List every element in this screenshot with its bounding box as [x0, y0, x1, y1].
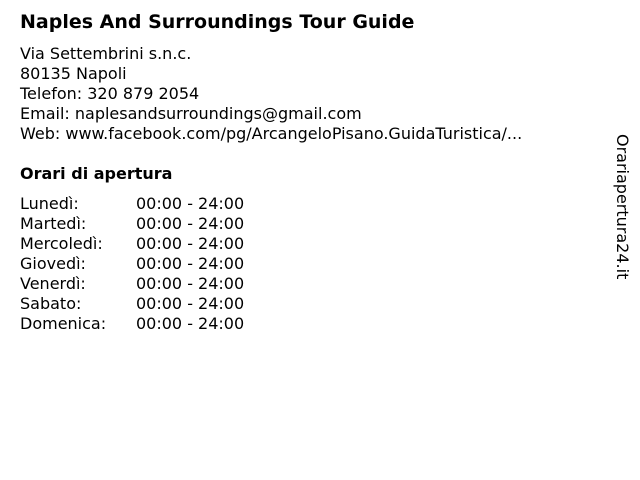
time-range: 00:00 - 24:00 — [136, 274, 245, 293]
phone-number[interactable]: Telefon: 320 879 2054 — [20, 84, 200, 103]
weekday-label: Sabato: — [20, 294, 82, 313]
time-range: 00:00 - 24:00 — [136, 294, 245, 313]
weekday-label: Venerdì: — [20, 274, 86, 293]
weekday-label: Giovedì: — [20, 254, 86, 273]
time-range: 00:00 - 24:00 — [136, 234, 245, 253]
time-range: 00:00 - 24:00 — [136, 314, 245, 333]
hours-row — [20, 294, 244, 314]
weekday-label: Domenica: — [20, 314, 107, 333]
opening-hours-heading: Orari di apertura — [20, 164, 173, 183]
hours-row — [20, 234, 244, 254]
hours-row — [20, 274, 244, 294]
email-address[interactable]: Email: naplesandsurroundings@gmail.com — [20, 104, 362, 123]
weekday-label: Martedì: — [20, 214, 87, 233]
hours-row — [20, 194, 244, 214]
weekday-label: Mercoledì: — [20, 234, 103, 253]
time-range: 00:00 - 24:00 — [136, 254, 245, 273]
hours-row — [20, 254, 244, 274]
address-city: 80135 Napoli — [20, 64, 127, 83]
business-name: Naples And Surroundings Tour Guide — [20, 11, 415, 33]
time-range: 00:00 - 24:00 — [136, 194, 245, 213]
weekday-label: Lunedì: — [20, 194, 79, 213]
site-brand-watermark: Orariapertura24.it — [613, 134, 632, 280]
time-range: 00:00 - 24:00 — [136, 214, 245, 233]
hours-row — [20, 314, 244, 334]
website-link[interactable]: Web: www.facebook.com/pg/ArcangeloPisano.GuidaTuristica/... — [20, 124, 523, 143]
hours-row — [20, 214, 244, 234]
business-contact-info — [20, 44, 522, 144]
address-street: Via Settembrini s.n.c. — [20, 44, 192, 63]
opening-hours-table — [20, 194, 244, 334]
